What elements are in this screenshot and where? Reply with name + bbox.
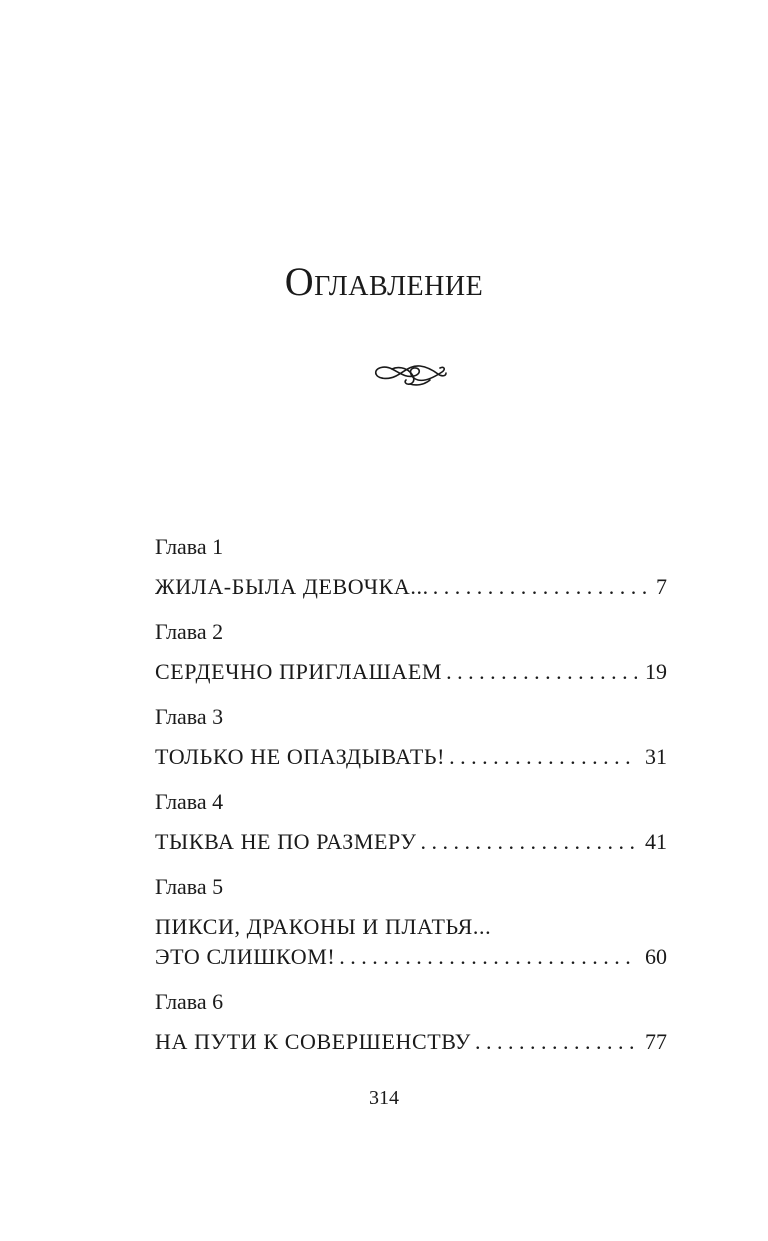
chapter-title: ЭТО СЛИШКОМ!	[155, 944, 336, 969]
toc-entry	[155, 872, 667, 972]
chapter-title: СЕРДЕЧНО ПРИГЛАШАЕМ	[155, 659, 443, 684]
chapter-label: Глава 5	[155, 874, 224, 899]
page-ref: 60	[645, 944, 667, 969]
chapter-label: Глава 2	[155, 619, 224, 644]
page-ref: 77	[645, 1029, 667, 1054]
page-ref: 41	[645, 829, 667, 854]
toc-line[interactable]	[155, 827, 667, 857]
page-ref: 31	[645, 744, 667, 769]
chapter-title: ЖИЛА-БЫЛА ДЕВОЧКА...	[155, 574, 429, 599]
dot-leader	[433, 572, 648, 602]
toc-line[interactable]	[155, 942, 667, 972]
chapter-title: НА ПУТИ К СОВЕРШЕНСТВУ	[155, 1029, 471, 1054]
dot-leader	[446, 657, 637, 687]
chapter-title: ТЫКВА НЕ ПО РАЗМЕРУ	[155, 829, 417, 854]
toc-line[interactable]	[155, 742, 667, 772]
table-of-contents	[155, 532, 667, 1072]
page-ref: 19	[645, 659, 667, 684]
flourish-ornament-icon	[370, 356, 450, 390]
dot-leader	[475, 1027, 637, 1057]
toc-line[interactable]	[155, 572, 667, 602]
chapter-label: Глава 3	[155, 704, 224, 729]
page-ref: 7	[656, 574, 667, 599]
chapter-label: Глава 6	[155, 989, 224, 1014]
toc-entry	[155, 787, 667, 857]
dot-leader	[449, 742, 637, 772]
chapter-title-line1[interactable]: ПИКСИ, ДРАКОНЫ И ПЛАТЬЯ...	[155, 914, 492, 939]
toc-entry	[155, 617, 667, 687]
chapter-title: ТОЛЬКО НЕ ОПАЗДЫВАТЬ!	[155, 744, 446, 769]
toc-line[interactable]	[155, 1027, 667, 1057]
dot-leader	[421, 827, 637, 857]
dot-leader	[339, 942, 637, 972]
page-number: 314	[369, 1087, 399, 1109]
toc-entry	[155, 532, 667, 602]
toc-entry	[155, 702, 667, 772]
toc-line[interactable]	[155, 657, 667, 687]
chapter-label: Глава 1	[155, 534, 224, 559]
toc-entry	[155, 987, 667, 1057]
chapter-label: Глава 4	[155, 789, 224, 814]
page-title: Оглавление	[284, 259, 484, 304]
